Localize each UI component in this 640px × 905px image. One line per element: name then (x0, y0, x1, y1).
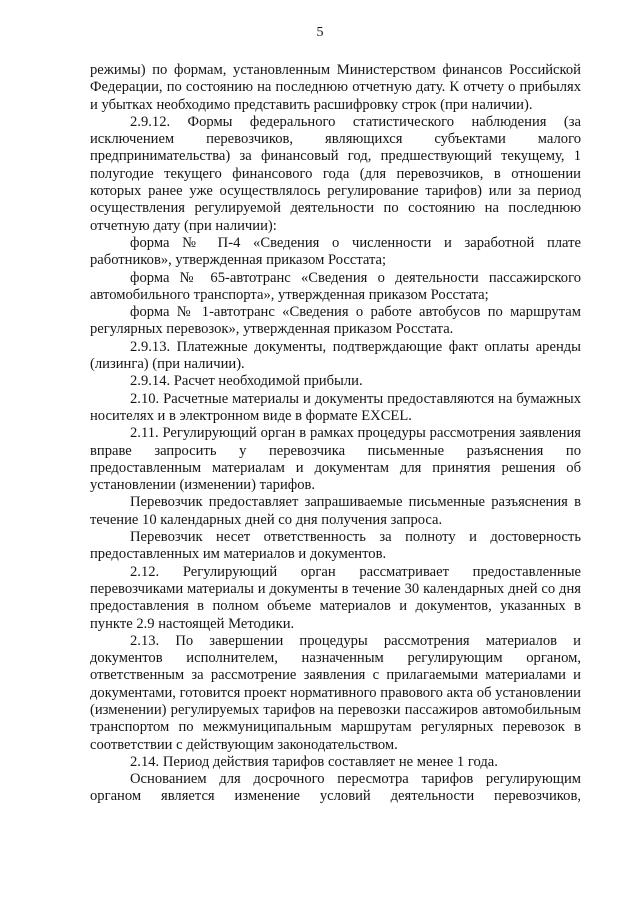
document-body (90, 62, 581, 806)
paragraph-2-14: 2.14. Период действия тарифов составляет не менее 1 года. (130, 753, 498, 770)
paragraph-2-11: 2.11. Регулирующий орган в рамках процедуры рассмотрения заявления вправе запросить у перевозчика письменные разъяснения по предоставленным материалам и документам для принятия решения об установлении (изменении) тарифов. (90, 425, 581, 494)
paragraph-2-9-12: 2.9.12. Формы федерального статистического наблюдения (за исключением перевозчиков, являющихся субъектами малого предпринимательства) за финансовый год, предшествующий текущему, 1 полугодие текущего финансового года (для перевозчиков, в отношении которых ранее уже осуществлялось регулирование тарифов) или за период осуществления регулируемой деятельности по состоянию на последнюю отчетную дату (при наличии): (90, 113, 581, 234)
page-number: 5 (316, 25, 324, 40)
paragraph-clarification-deadline: Перевозчик предоставляет запрашиваемые письменные разъяснения в течение 10 календарных дней со дня получения запроса. (90, 494, 581, 528)
paragraph-2-9-13: 2.9.13. Платежные документы, подтверждающие факт оплаты аренды (лизинга) (при наличии). (90, 338, 581, 373)
paragraph-2-13: 2.13. По завершении процедуры рассмотрения материалов и документов исполнителем, назначенным регулирующим органом, ответственным за рассмотрение заявления с прилагаемыми материалами и документами, готовится проект нормативного правового акта об установлении (изменении) регулируемых тарифов на перевозки пассажиров автомобильным транспортом по межмуниципальным маршрутам регулярных перевозок в соответствии с действующим законодательством. (90, 632, 581, 753)
paragraph-2-12: 2.12. Регулирующий орган рассматривает предоставленные перевозчиками материалы и документы в течение 30 календарных дней со дня предоставления в полном объеме материалов и документов, указанных в пункте 2.9 настоящей Методики. (90, 563, 581, 632)
paragraph-form-p4: форма № П-4 «Сведения о численности и заработной плате работников», утвержденная приказом Росстата; (90, 234, 581, 269)
paragraph-form-1-avtotrans: форма № 1-автотранс «Сведения о работе автобусов по маршрутам регулярных перевозок», утвержденная приказом Росстата. (90, 304, 581, 338)
paragraph-2-9-14: 2.9.14. Расчет необходимой прибыли. (130, 373, 363, 390)
paragraph-balance-sheet-continuation: режимы) по формам, установленным Министерством финансов Российской Федерации, по состоянию на последнюю отчетную дату. К отчету о прибылях и убытках необходимо представить расшифровку строк (при наличии). (90, 62, 581, 113)
paragraph-early-revision: Основанием для досрочного пересмотра тарифов регулирующим органом является изменение условий деятельности перевозчиков, (90, 771, 581, 805)
paragraph-2-10: 2.10. Расчетные материалы и документы предоставляются на бумажных носителях и в электронном виде в формате EXCEL. (90, 390, 581, 424)
paragraph-carrier-responsibility: Перевозчик несет ответственность за полноту и достоверность предоставленных им материалов и документов. (90, 529, 581, 563)
paragraph-form-65-avtotrans: форма № 65-автотранс «Сведения о деятельности пассажирского автомобильного транспорта», утвержденная приказом Росстата; (90, 269, 581, 303)
